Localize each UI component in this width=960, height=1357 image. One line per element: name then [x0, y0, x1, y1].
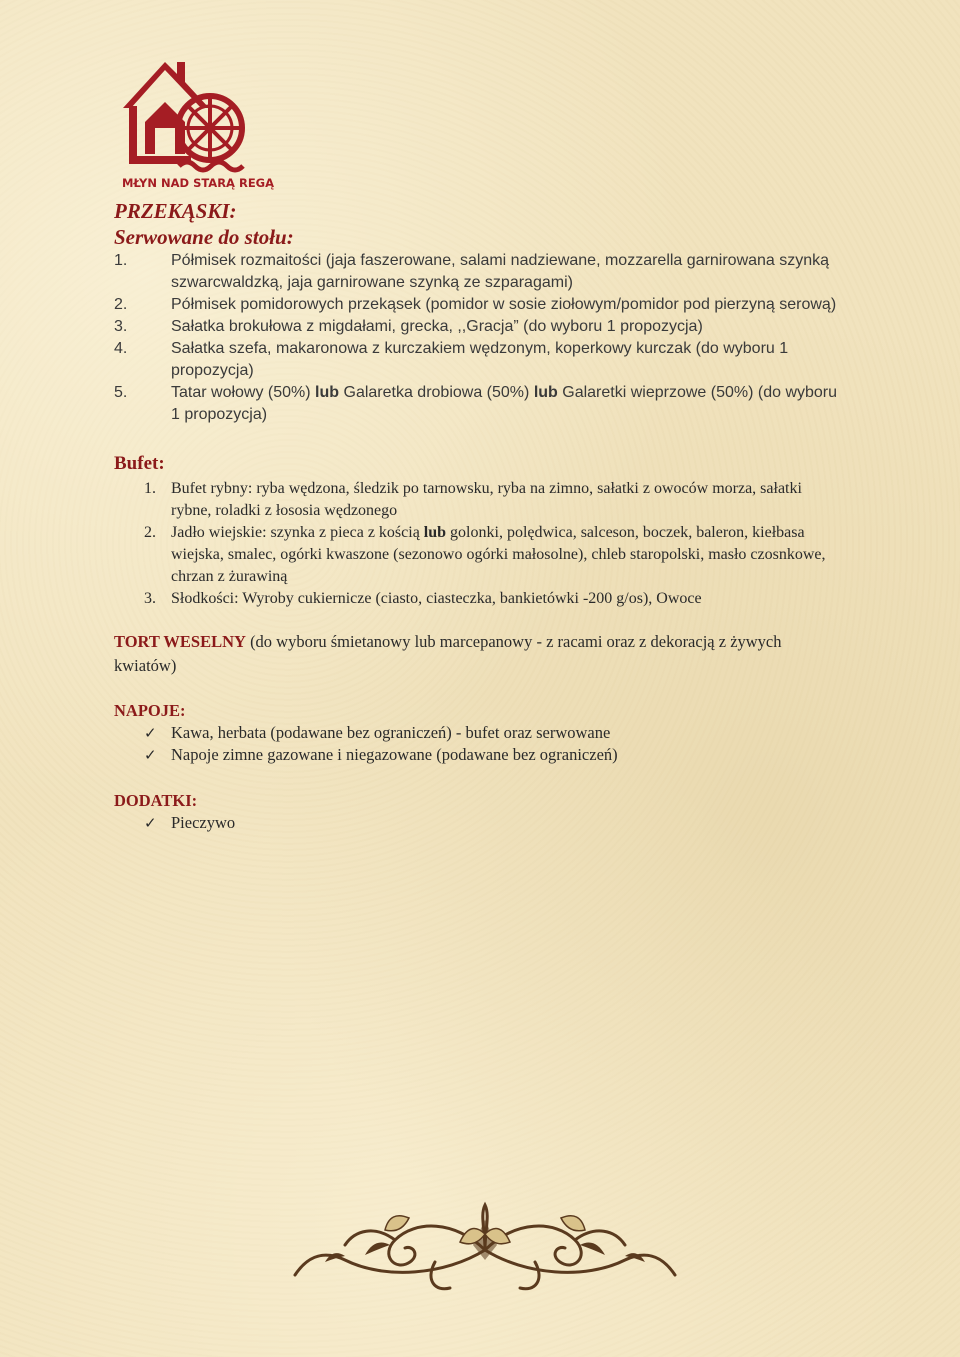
item-text-c: Galaretki wieprzowe (50%) (do wyboru 1 propozycja) [171, 384, 838, 423]
item-number: 4. [114, 340, 128, 357]
section-title-dodatki: DODATKI: [114, 791, 198, 810]
item-number: 2. [114, 296, 128, 313]
list-item [114, 744, 844, 766]
tort-label: TORT WESELNY [114, 632, 246, 651]
bufet-list [114, 478, 844, 610]
item-number: 5. [114, 384, 128, 401]
list-item [114, 588, 844, 610]
checkmark-icon: ✓ [144, 724, 157, 742]
section-subtitle: Serwowane do stołu: [114, 225, 294, 249]
item-number: 1. [114, 252, 128, 269]
item-number: 2. [144, 524, 156, 541]
list-item [114, 316, 844, 338]
lub-word: lub [423, 524, 447, 541]
napoje-list [114, 722, 844, 766]
menu-content [114, 198, 844, 834]
section-title-przekaski: PRZEKĄSKI: [114, 199, 237, 223]
lub-word: lub [533, 384, 558, 401]
item-text-a: Tatar wołowy (50%) [171, 384, 316, 401]
checkmark-icon: ✓ [144, 746, 157, 764]
item-text-a: Jadło wiejskie: szynka z pieca z kością [171, 524, 424, 541]
item-text: Napoje zimne gazowane i niegazowane (podawane bez ograniczeń) [171, 745, 618, 764]
item-number: 1. [144, 480, 156, 497]
dodatki-list [114, 812, 844, 834]
list-item [114, 250, 844, 294]
item-text-b: Galaretka drobiowa (50%) [339, 384, 534, 401]
item-text: Kawa, herbata (podawane bez ograniczeń) - bufet oraz serwowane [171, 723, 611, 742]
item-text: Bufet rybny: ryba wędzona, śledzik po tarnowsku, ryba na zimno, sałatki z owoców morza, sałatki rybne, roladki z łososia wędzonego [171, 480, 802, 519]
ornament-flourish [285, 1200, 685, 1300]
item-text-b: golonki, polędwica, salceson, boczek, baleron, kiełbasa wiejska, smalec, ogórki kwaszone (sezonowo ogórki małosolne), chleb staropolski, masło czosnkowe, chrzan z żurawiną [171, 524, 826, 585]
list-item [114, 294, 844, 316]
section-title-napoje: NAPOJE: [114, 701, 186, 720]
item-text: Pieczywo [171, 813, 236, 832]
item-number: 3. [144, 590, 156, 607]
tort-paragraph [114, 630, 844, 678]
list-item [114, 812, 844, 834]
tort-text: (do wyboru śmietanowy lub marcepanowy - z racami oraz z dekoracją z żywych kwiatów) [114, 632, 782, 675]
item-text: Sałatka szefa, makaronowa z kurczakiem wędzonym, koperkowy kurczak (do wyboru 1 propozycja) [171, 340, 789, 379]
item-text: Sałatka brokułowa z migdałami, grecka, ,,Gracja” (do wyboru 1 propozycja) [171, 318, 703, 335]
list-item [114, 722, 844, 744]
section-title-bufet: Bufet: [114, 453, 165, 474]
przekaski-list [114, 250, 844, 426]
list-item [114, 338, 844, 382]
list-item [114, 478, 844, 522]
list-item [114, 522, 844, 588]
item-text: Półmisek rozmaitości (jaja faszerowane, salami nadziewane, mozzarella garnirowana szynką szwarcwaldzką, jaja garnirowane szynką ze szparagami) [171, 252, 830, 291]
item-text: Słodkości: Wyroby cukiernicze (ciasto, ciasteczka, bankietówki -200 g/os), Owoce [171, 590, 702, 607]
lub-word: lub [315, 384, 340, 401]
checkmark-icon: ✓ [144, 814, 157, 832]
item-number: 3. [114, 318, 128, 335]
list-item [114, 382, 844, 426]
logo-text: MŁYN NAD STARĄ REGĄ [122, 176, 275, 190]
item-text: Półmisek pomidorowych przekąsek (pomidor w sosie ziołowym/pomidor pod pierzyną serową) [171, 296, 837, 313]
